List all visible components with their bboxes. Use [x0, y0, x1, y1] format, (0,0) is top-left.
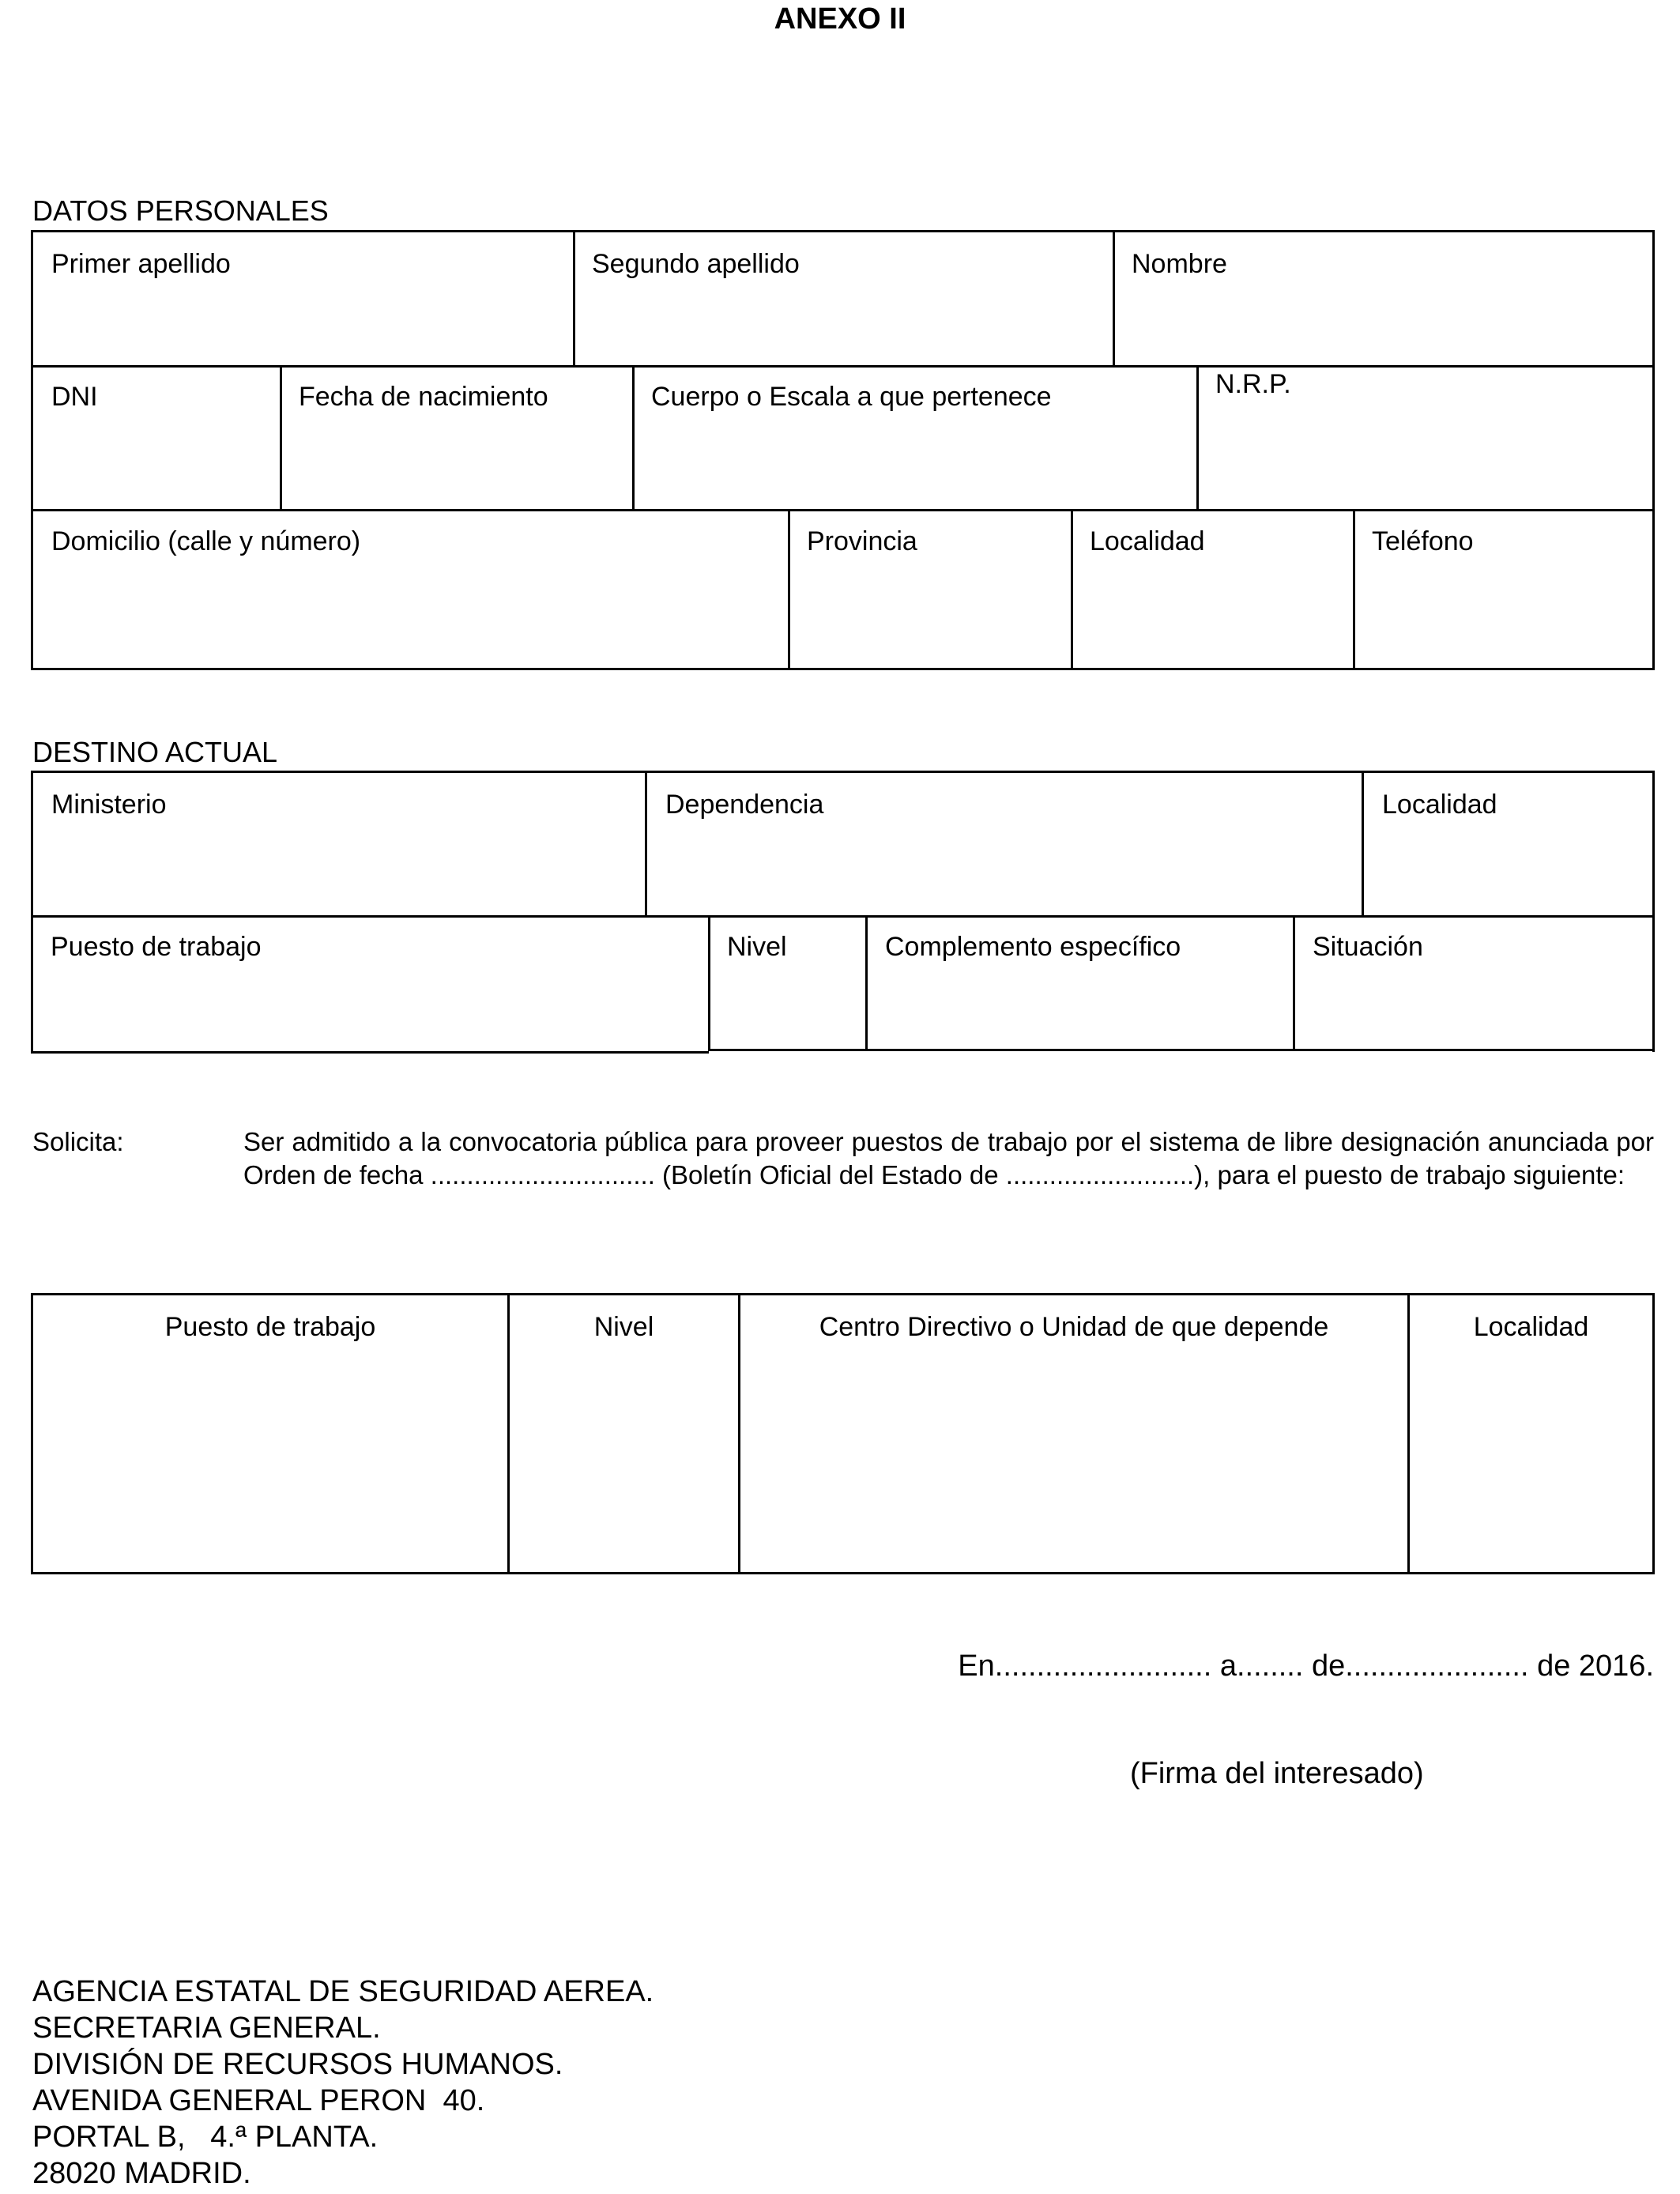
- field-provincia: Provincia: [807, 526, 917, 556]
- field-situacion: Situación: [1313, 932, 1423, 962]
- page-title: ANEXO II: [774, 2, 906, 36]
- firma-interesado: (Firma del interesado): [1130, 1757, 1424, 1790]
- field-nrp: N.R.P.: [1215, 369, 1291, 399]
- destino-actual-heading: DESTINO ACTUAL: [32, 736, 278, 768]
- field-localidad: Localidad: [1090, 526, 1205, 556]
- field-segundo-apellido: Segundo apellido: [592, 249, 800, 279]
- field-complemento-especifico: Complemento específico: [885, 932, 1181, 962]
- field-telefono: Teléfono: [1372, 526, 1474, 556]
- puesto-solicitado-table: [31, 1293, 1655, 1574]
- header-localidad: Localidad: [1473, 1312, 1589, 1342]
- header-centro-directivo: Centro Directivo o Unidad de que depende: [819, 1312, 1329, 1342]
- destino-actual-row2: [31, 915, 1655, 1054]
- solicita-label: Solicita:: [32, 1127, 124, 1156]
- solicita-text: Ser admitido a la convocatoria pública para proveer puestos de trabajo por el sistema de libre designación anunciada por Orden de fecha ............................... (Boletín Oficial del Estado de ..........................), para el puesto de trabajo siguiente:: [243, 1127, 1654, 1189]
- field-ministerio: Ministerio: [51, 790, 167, 820]
- field-dependencia: Dependencia: [665, 790, 824, 820]
- header-puesto-trabajo: Puesto de trabajo: [164, 1312, 376, 1342]
- field-dni: DNI: [51, 382, 98, 412]
- direccion-linea-2: SECRETARIA GENERAL.: [32, 2011, 381, 2045]
- datos-personales-table: [31, 230, 1655, 670]
- direccion-linea-5: PORTAL B, 4.ª PLANTA.: [32, 2120, 379, 2154]
- field-domicilio: Domicilio (calle y número): [51, 526, 361, 556]
- field-nivel-actual: Nivel: [727, 932, 787, 962]
- field-fecha-nacimiento: Fecha de nacimiento: [299, 382, 548, 412]
- direccion-linea-3: DIVISIÓN DE RECURSOS HUMANOS.: [32, 2048, 563, 2081]
- field-localidad-destino: Localidad: [1382, 790, 1497, 820]
- direccion-linea-4: AVENIDA GENERAL PERON 40.: [32, 2084, 485, 2117]
- field-primer-apellido: Primer apellido: [51, 249, 231, 279]
- datos-personales-heading: DATOS PERSONALES: [32, 194, 329, 227]
- destino-actual-row1: [31, 771, 1655, 918]
- direccion-linea-6: 28020 MADRID.: [32, 2157, 251, 2190]
- field-nombre: Nombre: [1132, 249, 1227, 279]
- field-cuerpo-escala: Cuerpo o Escala a que pertenece: [651, 382, 1052, 412]
- direccion-linea-1: AGENCIA ESTATAL DE SEGURIDAD AEREA.: [32, 1975, 654, 2008]
- fecha-linea: En.......................... a........ de...................... de 2016.: [958, 1649, 1654, 1683]
- field-puesto-trabajo-actual: Puesto de trabajo: [51, 932, 262, 962]
- header-nivel: Nivel: [593, 1312, 654, 1342]
